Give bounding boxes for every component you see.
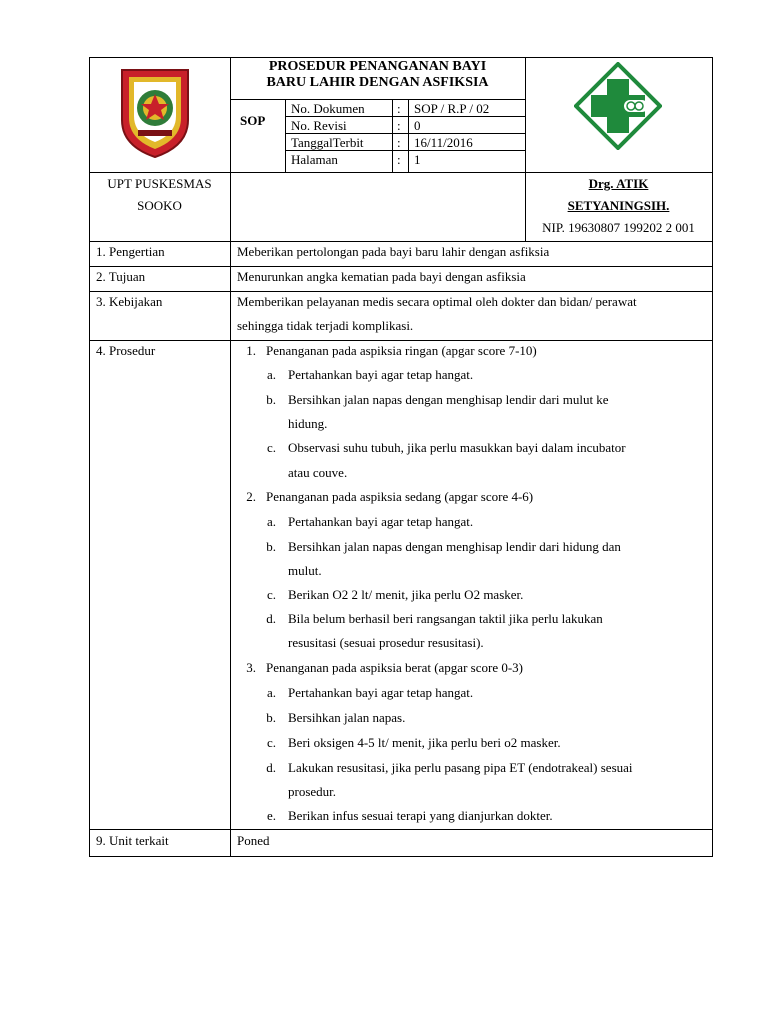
regency-seal-logo — [116, 64, 194, 160]
step-letter: e. — [266, 808, 276, 823]
step-letter: d. — [266, 611, 276, 626]
org-name-line1: UPT PUSKESMAS — [107, 176, 212, 191]
section-text-unit-terkait: Poned — [237, 833, 270, 848]
page-value: 1 — [414, 152, 421, 167]
step-text: Bersihkan jalan napas dengan menghisap lendir dari hidung dan — [288, 539, 621, 554]
section-label-prosedur: 4. Prosedur — [96, 343, 156, 358]
table-border — [89, 266, 713, 267]
step-letter: c. — [266, 587, 276, 602]
revision-sep: : — [397, 118, 401, 133]
step-letter: b. — [266, 392, 276, 407]
page-label: Halaman — [291, 152, 338, 167]
procedure-title: Penanganan pada aspiksia sedang (apgar score 4-6) — [266, 489, 534, 504]
table-border — [392, 99, 393, 173]
step-text: Bersihkan jalan napas. — [288, 710, 406, 725]
table-border — [89, 291, 713, 292]
issue-date-label: TanggalTerbit — [291, 135, 364, 150]
step-letter: a. — [266, 367, 276, 382]
step-text: Beri oksigen 4-5 lt/ menit, jika perlu beri o2 masker. — [288, 735, 561, 750]
step-text-cont: prosedur. — [288, 784, 337, 799]
step-letter: b. — [266, 710, 276, 725]
section-text-pengertian: Meberikan pertolongan pada bayi baru lahir dengan asfiksia — [237, 244, 550, 259]
table-border — [89, 340, 713, 341]
doc-number-value: SOP / R.P / 02 — [414, 101, 490, 116]
section-label-tujuan: 2. Tujuan — [96, 269, 146, 284]
step-text: Observasi suhu tubuh, jika perlu masukkan bayi dalam incubator — [288, 440, 626, 455]
section-label-kebijakan: 3. Kebijakan — [96, 294, 163, 309]
issue-date-value: 16/11/2016 — [414, 135, 473, 150]
section-label-unit-terkait: 9. Unit terkait — [96, 833, 169, 848]
section-text-tujuan: Menurunkan angka kematian pada bayi dengan asfiksia — [237, 269, 526, 284]
sop-label: SOP — [240, 113, 266, 128]
step-text-cont: mulut. — [288, 563, 322, 578]
procedure-number: 3. — [246, 660, 256, 675]
table-border-bottom — [89, 856, 713, 857]
step-text: Bila belum berhasil beri rangsangan taktil jika perlu lakukan — [288, 611, 603, 626]
step-text: Pertahankan bayi agar tetap hangat. — [288, 685, 474, 700]
step-text-cont: resusitasi (sesuai prosedur resusitasi). — [288, 635, 484, 650]
step-letter: c. — [266, 440, 276, 455]
table-border — [89, 241, 713, 242]
step-text: Bersihkan jalan napas dengan menghisap lendir dari mulut ke — [288, 392, 609, 407]
doc-number-sep: : — [397, 101, 401, 116]
step-text-cont: atau couve. — [288, 465, 348, 480]
step-letter: a. — [266, 514, 276, 529]
doc-number-label: No. Dokumen — [291, 101, 365, 116]
section-label-pengertian: 1. Pengertian — [96, 244, 165, 259]
signer-nip: NIP. 19630807 199202 2 001 — [542, 220, 695, 235]
table-border — [408, 99, 409, 173]
section-text-kebijakan-line1: Memberikan pelayanan medis secara optimal oleh dokter dan bidan/ perawat — [237, 294, 637, 309]
step-text: Pertahankan bayi agar tetap hangat. — [288, 514, 474, 529]
table-border — [230, 57, 231, 857]
step-text: Lakukan resusitasi, jika perlu pasang pipa ET (endotrakeal) sesuai — [288, 760, 633, 775]
revision-value: 0 — [414, 118, 421, 133]
page-sep: : — [397, 152, 401, 167]
section-text-kebijakan-line2: sehingga tidak terjadi komplikasi. — [237, 318, 414, 333]
procedure-title: Penanganan pada aspiksia berat (apgar score 0-3) — [266, 660, 523, 675]
puskesmas-logo — [574, 62, 662, 150]
document-title-line2: BARU LAHIR DENGAN ASFIKSIA — [266, 75, 489, 90]
procedure-number: 2. — [246, 489, 256, 504]
table-border-right — [712, 57, 713, 857]
step-letter: d. — [266, 760, 276, 775]
table-border — [89, 829, 713, 830]
step-letter: a. — [266, 685, 276, 700]
document-title-line1: PROSEDUR PENANGANAN BAYI — [268, 59, 487, 74]
revision-label: No. Revisi — [291, 118, 347, 133]
issue-date-sep: : — [397, 135, 401, 150]
table-border — [285, 99, 286, 173]
signer-name-line2: SETYANINGSIH. — [567, 198, 670, 213]
step-text-cont: hidung. — [288, 416, 328, 431]
procedure-title: Penanganan pada aspiksia ringan (apgar score 7-10) — [266, 343, 537, 358]
step-text: Berikan O2 2 lt/ menit, jika perlu O2 masker. — [288, 587, 524, 602]
step-letter: b. — [266, 539, 276, 554]
step-letter: c. — [266, 735, 276, 750]
procedure-number: 1. — [246, 343, 256, 358]
step-text: Pertahankan bayi agar tetap hangat. — [288, 367, 474, 382]
step-text: Berikan infus sesuai terapi yang dianjurkan dokter. — [288, 808, 553, 823]
signer-name-line1: Drg. ATIK — [588, 176, 649, 191]
org-name-line2: SOOKO — [137, 198, 182, 213]
